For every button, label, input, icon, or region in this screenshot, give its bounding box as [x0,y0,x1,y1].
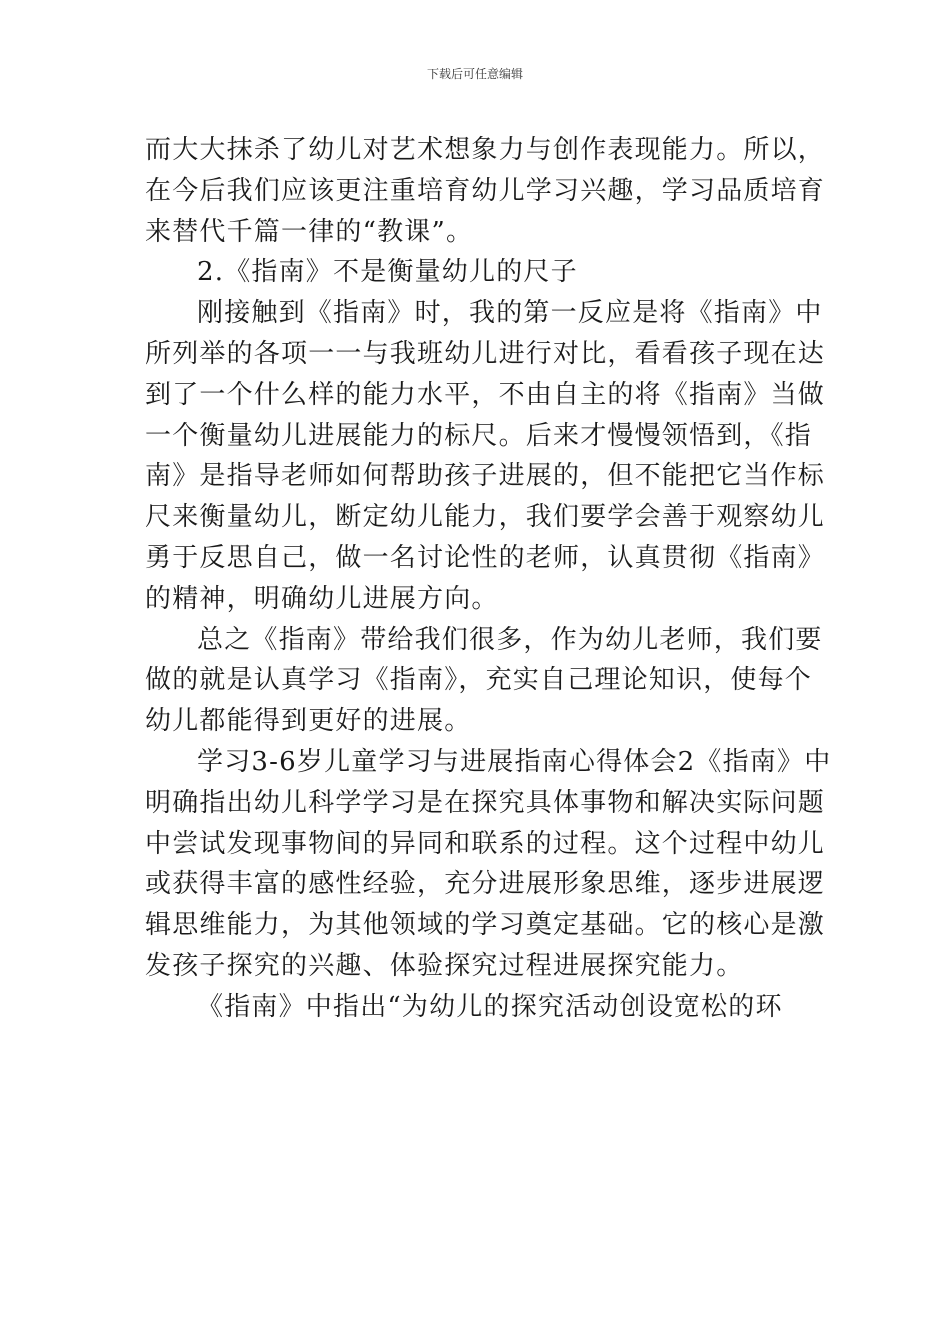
text-line: 南》是指导老师如何帮助孩子进展的，但不能把它当作标 [145,461,826,492]
text-line: 勇于反思自己，做一名讨论性的老师，认真贯彻《指南》 [145,542,826,573]
text-line: 所列举的各项一一与我班幼儿进行对比，看看孩子现在达 [145,338,826,369]
text-line: 尺来衡量幼儿，断定幼儿能力，我们要学会善于观察幼儿 [145,502,826,533]
text-line: 而大大抹杀了幼儿对艺术想象力与创作表现能力。所以， [145,135,826,165]
text-line: 在今后我们应该更注重培育幼儿学习兴趣，学习品质培育 [145,175,826,206]
page-header: 下载后可任意编辑 [426,67,523,81]
text-line: 学习3-6岁儿童学习与进展指南心得体会2《指南》中 [197,746,832,777]
text-line: 辑思维能力，为其他领域的学习奠定基础。它的核心是激 [145,910,826,941]
text-line: 幼儿都能得到更好的进展。 [145,706,472,737]
text-line: 《指南》中指出“为幼儿的探究活动创设宽松的环 [197,991,783,1022]
text-line: 到了一个什么样的能力水平，不由自主的将《指南》当做 [145,379,826,410]
text-line: 或获得丰富的感性经验，充分进展形象思维，逐步进展逻 [145,869,826,900]
text-line: 来替代千篇一律的“教课”。 [145,216,474,247]
text-line: 总之《指南》带给我们很多，作为幼儿老师，我们要 [197,624,823,655]
text-line: 中尝试发现事物间的异同和联系的过程。这个过程中幼儿 [145,828,826,859]
text-line: 发孩子探究的兴趣、体验探究过程进展探究能力。 [145,950,744,981]
body-text [145,130,832,1028]
text-line: 做的就是认真学习《指南》，充实自己理论知识，使每个 [145,665,813,696]
text-line: 明确指出幼儿科学学习是在探究具体事物和解决实际问题 [145,787,826,818]
text-line: 的精神，明确幼儿进展方向。 [145,583,499,614]
section-heading: 2.《指南》不是衡量幼儿的尺子 [197,257,578,288]
text-line: 一个衡量幼儿进展能力的标尺。后来才慢慢领悟到，《指 [145,420,813,451]
text-line: 刚接触到《指南》时，我的第一反应是将《指南》中 [197,298,823,329]
